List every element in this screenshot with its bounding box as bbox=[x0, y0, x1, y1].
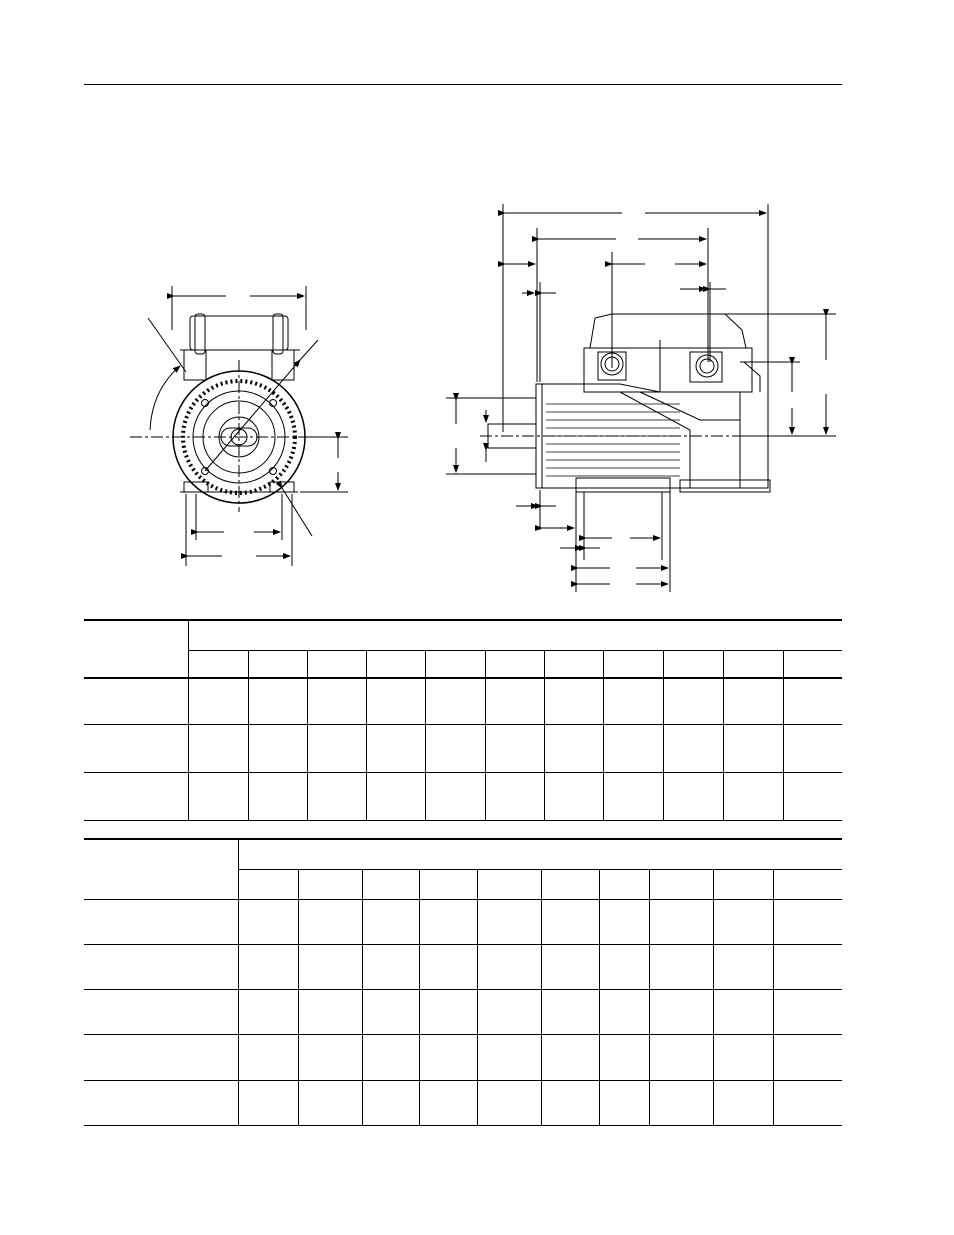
table-cell bbox=[366, 724, 425, 772]
table-cell bbox=[485, 772, 544, 820]
table1-row-label bbox=[84, 724, 188, 772]
table2-col-header bbox=[773, 869, 842, 899]
table2-col-header bbox=[649, 869, 713, 899]
table-cell bbox=[783, 772, 842, 820]
table1-col-header bbox=[544, 650, 603, 678]
table-cell bbox=[362, 989, 419, 1034]
table-cell bbox=[723, 678, 783, 724]
table-cell bbox=[366, 772, 425, 820]
table-row bbox=[84, 989, 842, 1034]
table-cell bbox=[544, 772, 603, 820]
table-cell bbox=[419, 944, 477, 989]
table-row bbox=[84, 772, 842, 820]
table2-group-header bbox=[238, 839, 842, 869]
table-cell bbox=[238, 989, 298, 1034]
table1-label-header bbox=[84, 620, 188, 678]
table-cell bbox=[307, 724, 366, 772]
table2-row-label bbox=[84, 1034, 238, 1080]
table-cell bbox=[425, 772, 485, 820]
table-cell bbox=[188, 772, 248, 820]
table-cell bbox=[188, 724, 248, 772]
table-cell bbox=[485, 678, 544, 724]
table-cell bbox=[713, 989, 773, 1034]
table-cell bbox=[477, 944, 541, 989]
table-cell bbox=[298, 1080, 362, 1125]
table-cell bbox=[773, 1080, 842, 1125]
table2-col-header bbox=[477, 869, 541, 899]
table1-col-header bbox=[603, 650, 663, 678]
table-cell bbox=[362, 1034, 419, 1080]
table-cell bbox=[238, 1034, 298, 1080]
table1-col-header bbox=[188, 650, 248, 678]
table-cell bbox=[477, 1034, 541, 1080]
table-cell bbox=[541, 944, 599, 989]
table-cell bbox=[544, 724, 603, 772]
table-cell bbox=[663, 772, 723, 820]
table-cell bbox=[362, 944, 419, 989]
table2-row-label bbox=[84, 989, 238, 1034]
table-cell bbox=[238, 899, 298, 944]
table-cell bbox=[362, 899, 419, 944]
table1-row-label bbox=[84, 678, 188, 724]
table-row bbox=[84, 1034, 842, 1080]
table-cell bbox=[419, 1080, 477, 1125]
table1-group-header bbox=[188, 620, 842, 650]
table-cell bbox=[603, 772, 663, 820]
table-cell bbox=[248, 678, 307, 724]
table-cell bbox=[188, 678, 248, 724]
table-cell bbox=[298, 899, 362, 944]
table2-row-label bbox=[84, 944, 238, 989]
table-cell bbox=[238, 944, 298, 989]
table-cell bbox=[477, 899, 541, 944]
table1-col-header bbox=[723, 650, 783, 678]
table-cell bbox=[477, 1080, 541, 1125]
table-cell bbox=[713, 1080, 773, 1125]
dimension-table-1 bbox=[84, 619, 842, 821]
table1-row-label bbox=[84, 772, 188, 820]
table2-col-header bbox=[713, 869, 773, 899]
table2-col-header bbox=[238, 869, 298, 899]
table-cell bbox=[419, 1034, 477, 1080]
table2-row-label bbox=[84, 899, 238, 944]
table1-col-header bbox=[248, 650, 307, 678]
table-cell bbox=[649, 944, 713, 989]
table-cell bbox=[248, 772, 307, 820]
table1-col-header bbox=[783, 650, 842, 678]
table-cell bbox=[723, 772, 783, 820]
table-cell bbox=[425, 678, 485, 724]
table1-col-header bbox=[425, 650, 485, 678]
table2-row-label bbox=[84, 1080, 238, 1125]
table-row bbox=[84, 1080, 842, 1125]
table-cell bbox=[425, 724, 485, 772]
table-cell bbox=[419, 899, 477, 944]
table1-col-header bbox=[307, 650, 366, 678]
table-cell bbox=[603, 724, 663, 772]
table-cell bbox=[238, 1080, 298, 1125]
table-cell bbox=[599, 944, 649, 989]
table-cell bbox=[773, 899, 842, 944]
table-cell bbox=[544, 678, 603, 724]
table-cell bbox=[773, 944, 842, 989]
dimension-table-2 bbox=[84, 838, 842, 1126]
table-cell bbox=[783, 724, 842, 772]
table2-col-header bbox=[419, 869, 477, 899]
table-cell bbox=[773, 989, 842, 1034]
table-row bbox=[84, 724, 842, 772]
table-cell bbox=[783, 678, 842, 724]
table2-col-header bbox=[541, 869, 599, 899]
table-cell bbox=[599, 1034, 649, 1080]
table-cell bbox=[298, 1034, 362, 1080]
table-cell bbox=[541, 1034, 599, 1080]
table-cell bbox=[663, 678, 723, 724]
table-cell bbox=[485, 724, 544, 772]
table2-col-header bbox=[362, 869, 419, 899]
table-cell bbox=[599, 899, 649, 944]
table-cell bbox=[773, 1034, 842, 1080]
table2-col-header bbox=[298, 869, 362, 899]
table1-col-header bbox=[663, 650, 723, 678]
table-cell bbox=[713, 1034, 773, 1080]
table-cell bbox=[541, 899, 599, 944]
table-cell bbox=[362, 1080, 419, 1125]
table2-label-header bbox=[84, 839, 238, 899]
table-cell bbox=[649, 899, 713, 944]
motor-side-view bbox=[446, 204, 836, 592]
table2-col-header bbox=[599, 869, 649, 899]
table-cell bbox=[599, 1080, 649, 1125]
table-cell bbox=[307, 772, 366, 820]
table1-col-header bbox=[366, 650, 425, 678]
table-cell bbox=[649, 1080, 713, 1125]
table-cell bbox=[599, 989, 649, 1034]
table-cell bbox=[248, 724, 307, 772]
table1-col-header bbox=[485, 650, 544, 678]
table-cell bbox=[649, 1034, 713, 1080]
table-cell bbox=[298, 989, 362, 1034]
table-cell bbox=[541, 989, 599, 1034]
table-row bbox=[84, 899, 842, 944]
table-cell bbox=[663, 724, 723, 772]
table-cell bbox=[541, 1080, 599, 1125]
table-row bbox=[84, 944, 842, 989]
table-cell bbox=[603, 678, 663, 724]
motor-end-view bbox=[130, 286, 348, 566]
table-cell bbox=[723, 724, 783, 772]
table-cell bbox=[298, 944, 362, 989]
table-cell bbox=[366, 678, 425, 724]
table-cell bbox=[419, 989, 477, 1034]
table-cell bbox=[477, 989, 541, 1034]
table-cell bbox=[713, 899, 773, 944]
table-row bbox=[84, 678, 842, 724]
table-cell bbox=[713, 944, 773, 989]
table-cell bbox=[649, 989, 713, 1034]
table-cell bbox=[307, 678, 366, 724]
